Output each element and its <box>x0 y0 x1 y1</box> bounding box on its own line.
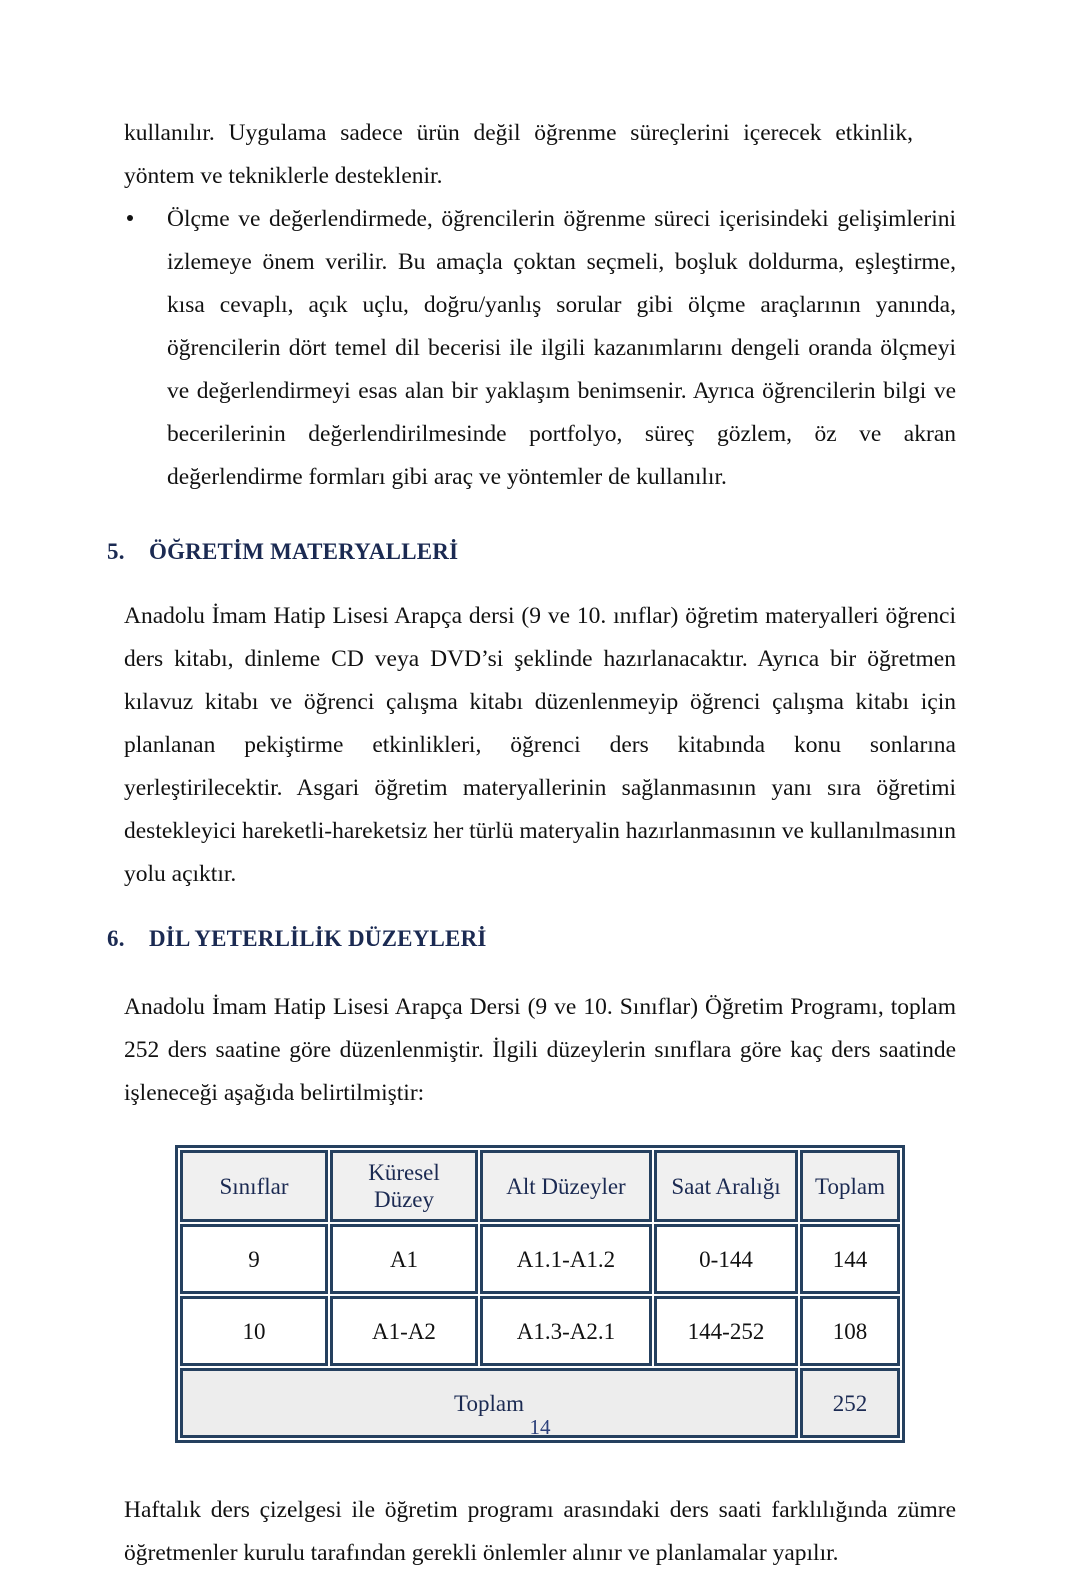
table-header-toplam: Toplam <box>800 1150 900 1222</box>
table-header-sinif: Sınıflar <box>180 1150 328 1222</box>
cell-kuresel: A1-A2 <box>330 1296 478 1366</box>
bullet-dot-icon <box>127 215 133 221</box>
page-content <box>107 112 956 1575</box>
cell-saat: 144-252 <box>654 1296 798 1366</box>
cell-sinif: 10 <box>180 1296 328 1366</box>
paragraph-bullet-continuation: kullanılır. Uygulama sadece ürün değil öğrenme süreçlerini içerecek etkinlik, yöntem ve tekniklerle desteklenir. <box>124 120 913 189</box>
spacer <box>124 1115 956 1145</box>
table-header-saat-araligi: Saat Aralığı <box>654 1150 798 1222</box>
cell-saat: 0-144 <box>654 1224 798 1294</box>
table-header-kuresel-duzey: Küresel Düzey <box>330 1150 478 1222</box>
cell-toplam: 108 <box>800 1296 900 1366</box>
cell-total-label: Toplam <box>180 1368 798 1438</box>
table-header-row <box>180 1150 900 1222</box>
bullet-list-item <box>124 198 956 499</box>
spacer <box>124 896 956 926</box>
paragraph-levels-intro: Anadolu İmam Hatip Lisesi Arapça Dersi (9 ve 10. Sınıflar) Öğretim Programı, toplam 252 ders saatine göre düzenlenmiştir. İlgili düzeylerin sınıflara göre kaç ders saatinde işleneceği aşağıda belirtilmiştir: <box>124 994 956 1106</box>
heading-number: 5. <box>107 539 125 564</box>
heading-title: DİL YETERLİLİK DÜZEYLERİ <box>149 926 487 951</box>
heading-ogretim-materyalleri <box>107 539 956 565</box>
language-levels-table <box>175 1145 905 1443</box>
paragraph-materials: Anadolu İmam Hatip Lisesi Arapça dersi (9 ve 10. ınıflar) öğretim materyalleri öğrenci ders kitabı, dinleme CD veya DVD’si şeklinde hazırlanacaktır. Ayrıca bir öğretmen kılavuz kitabı ve öğrenci çalışma kitabı düzenlenmeyip öğrenci çalışma kitabı için planlanan pekiştirme etkinlikleri, öğrenci ders kitabında konu sonlarına yerleştirilecektir. Asgari öğretim materyallerinin sağlanmasının yanı sıra öğretimi destekleyici hareketli-hareketsiz her türlü materyalin hazırlanmasının ve kullanılmasının yolu açıktır. <box>124 603 956 887</box>
spacer <box>124 499 956 539</box>
cell-kuresel: A1 <box>330 1224 478 1294</box>
table-row <box>180 1296 900 1366</box>
spacer <box>124 565 956 595</box>
paragraph-closing: Haftalık ders çizelgesi ile öğretim programı arasındaki ders saati farklılığında zümre öğretmenler kurulu tarafından gerekli önlemler alınır ve planlamalar yapılır. <box>124 1497 956 1566</box>
spacer <box>124 952 956 986</box>
paragraph-assessment: Ölçme ve değerlendirmede, öğrencilerin öğrenme süreci içerisindeki gelişimlerini izlemeye önem verilir. Bu amaçla çoktan seçmeli, boşluk doldurma, eşleştirme, kısa cevaplı, açık uçlu, doğru/yanlış sorular gibi ölçme araçlarının yanında, öğrencilerin dört temel dil becerisi ile ilgili kazanımlarını dengeli oranda ölçmeyi ve değerlendirmeyi esas alan bir yaklaşım benimsenir. Ayrıca öğrencilerin bilgi ve becerilerinin değerlendirilmesinde portfolyo, süreç gözlem, öz ve akran değerlendirme formları gibi araç ve yöntemler de kullanılır. <box>167 206 956 490</box>
cell-alt: A1.3-A2.1 <box>480 1296 652 1366</box>
cell-sinif: 9 <box>180 1224 328 1294</box>
heading-title: ÖĞRETİM MATERYALLERİ <box>149 539 459 564</box>
cell-total-value: 252 <box>800 1368 900 1438</box>
spacer <box>124 1443 956 1489</box>
heading-number: 6. <box>107 926 125 951</box>
cell-alt: A1.1-A1.2 <box>480 1224 652 1294</box>
table-row <box>180 1224 900 1294</box>
cell-toplam: 144 <box>800 1224 900 1294</box>
heading-dil-yeterlilik-duzeyleri <box>107 926 956 952</box>
table-header-alt-duzeyler: Alt Düzeyler <box>480 1150 652 1222</box>
page-number: 14 <box>529 1415 551 1439</box>
